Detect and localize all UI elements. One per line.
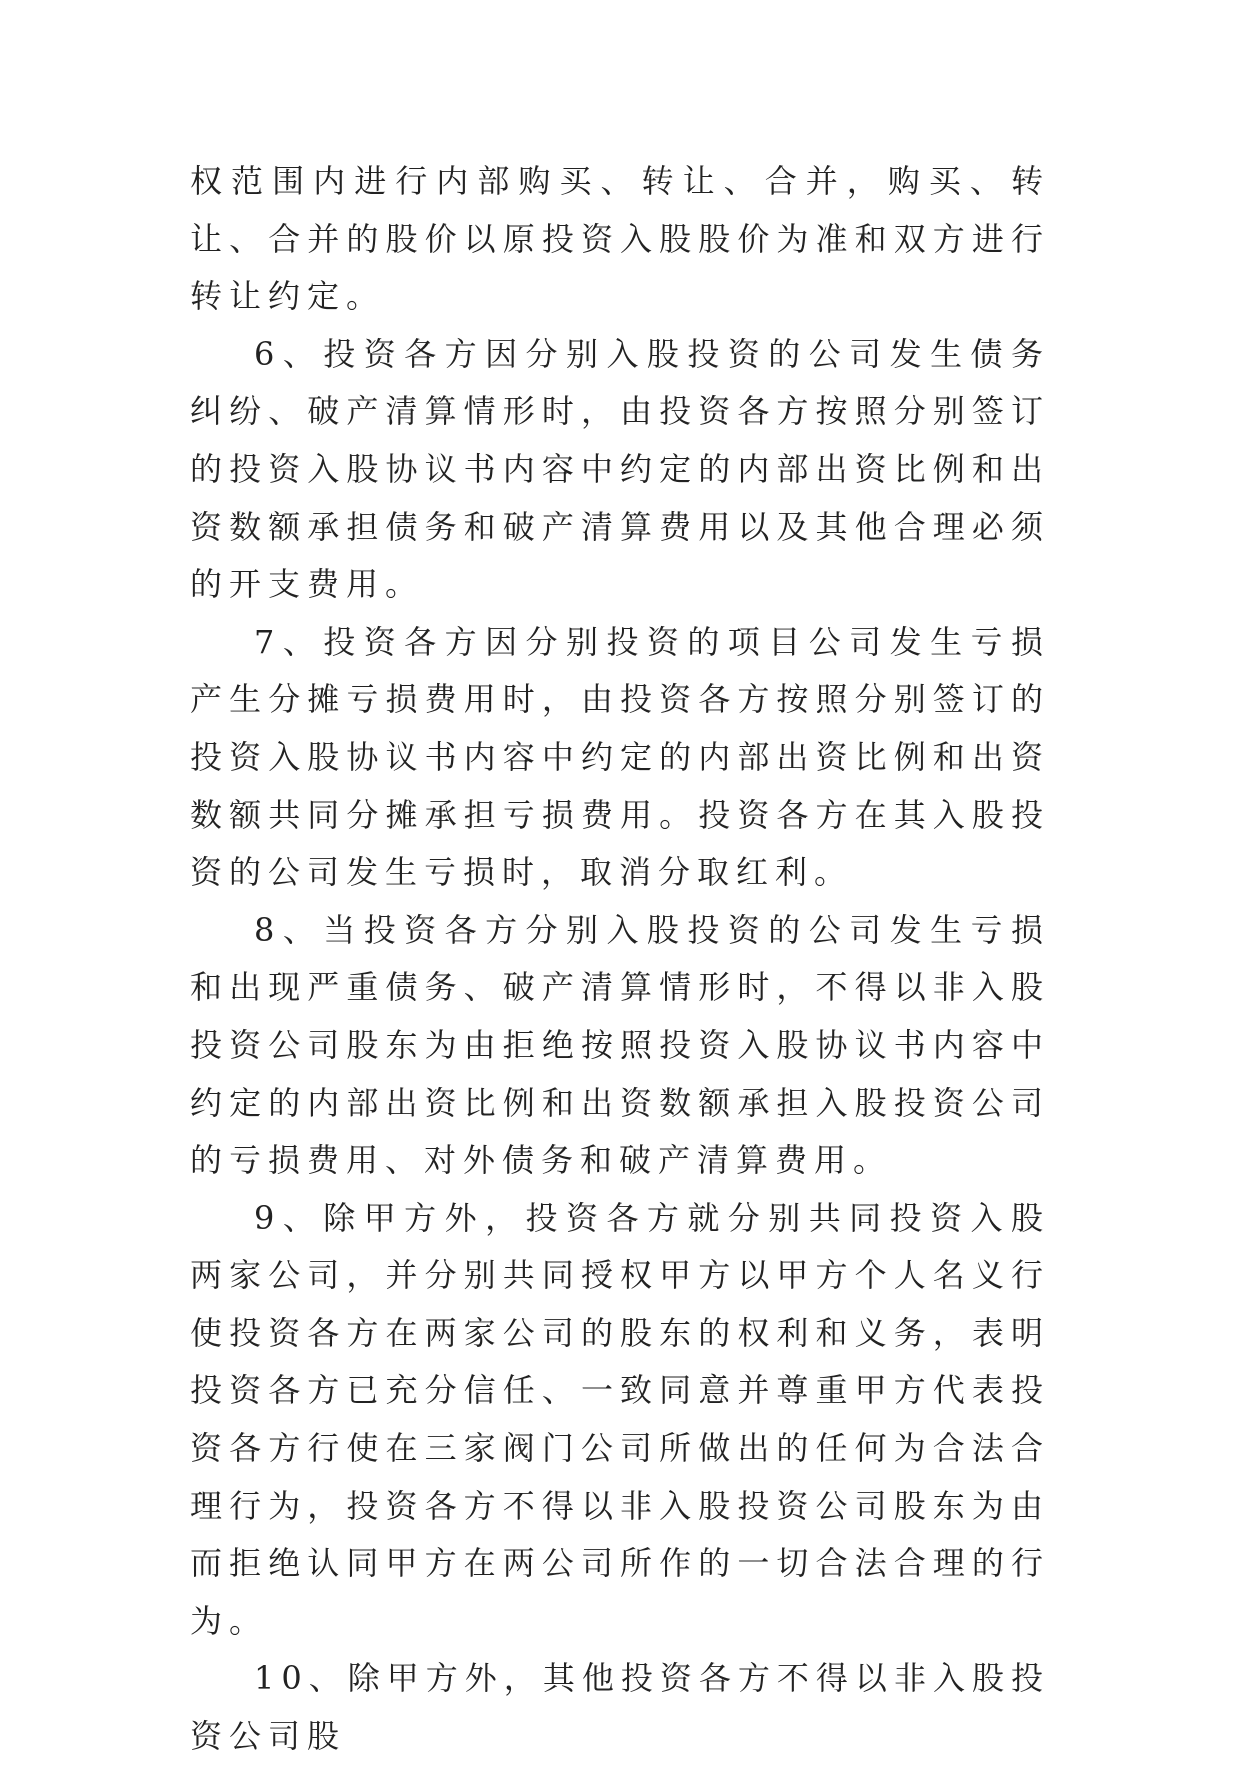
paragraph-clause-8: 8、当投资各方分别入股投资的公司发生亏损和出现严重债务、破产清算情形时，不得以非入股投资公司股东为由拒绝按照投资入股协议书内容中约定的内部出资比例和出资数额承担入股投资公司的亏损费用、对外债务和破产清算费用。 (190, 910, 1050, 1180)
paragraph-clause-6: 6、投资各方因分别入股投资的公司发生债务纠纷、破产清算情形时，由投资各方按照分别签订的投资入股协议书内容中约定的内部出资比例和出资数额承担债务和破产清算费用以及其他合理必须的开支费用。 (190, 334, 1050, 604)
paragraph-clause-7: 7、投资各方因分别投资的项目公司发生亏损产生分摊亏损费用时，由投资各方按照分别签订的投资入股协议书内容中约定的内部出资比例和出资数额共同分摊承担亏损费用。投资各方在其入股投资的公司发生亏损时，取消分取红利。 (190, 622, 1050, 892)
paragraph-clause-9: 9、除甲方外，投资各方就分别共同投资入股两家公司，并分别共同授权甲方以甲方个人名义行使投资各方在两家公司的股东的权利和义务，表明投资各方已充分信任、一致同意并尊重甲方代表投资各方行使在三家阀门公司所做出的任何为合法合理行为，投资各方不得以非入股投资公司股东为由而拒绝认同甲方在两公司所作的一切合法合理的行为。 (190, 1198, 1050, 1640)
paragraph-continuation: 权范围内进行内部购买、转让、合并，购买、转让、合并的股价以原投资入股股价为准和双方进行转让约定。 (190, 162, 1050, 316)
paragraph-clause-10: 10、除甲方外，其他投资各方不得以非入股投资公司股 (190, 1659, 1050, 1756)
document-body (190, 153, 1050, 1766)
